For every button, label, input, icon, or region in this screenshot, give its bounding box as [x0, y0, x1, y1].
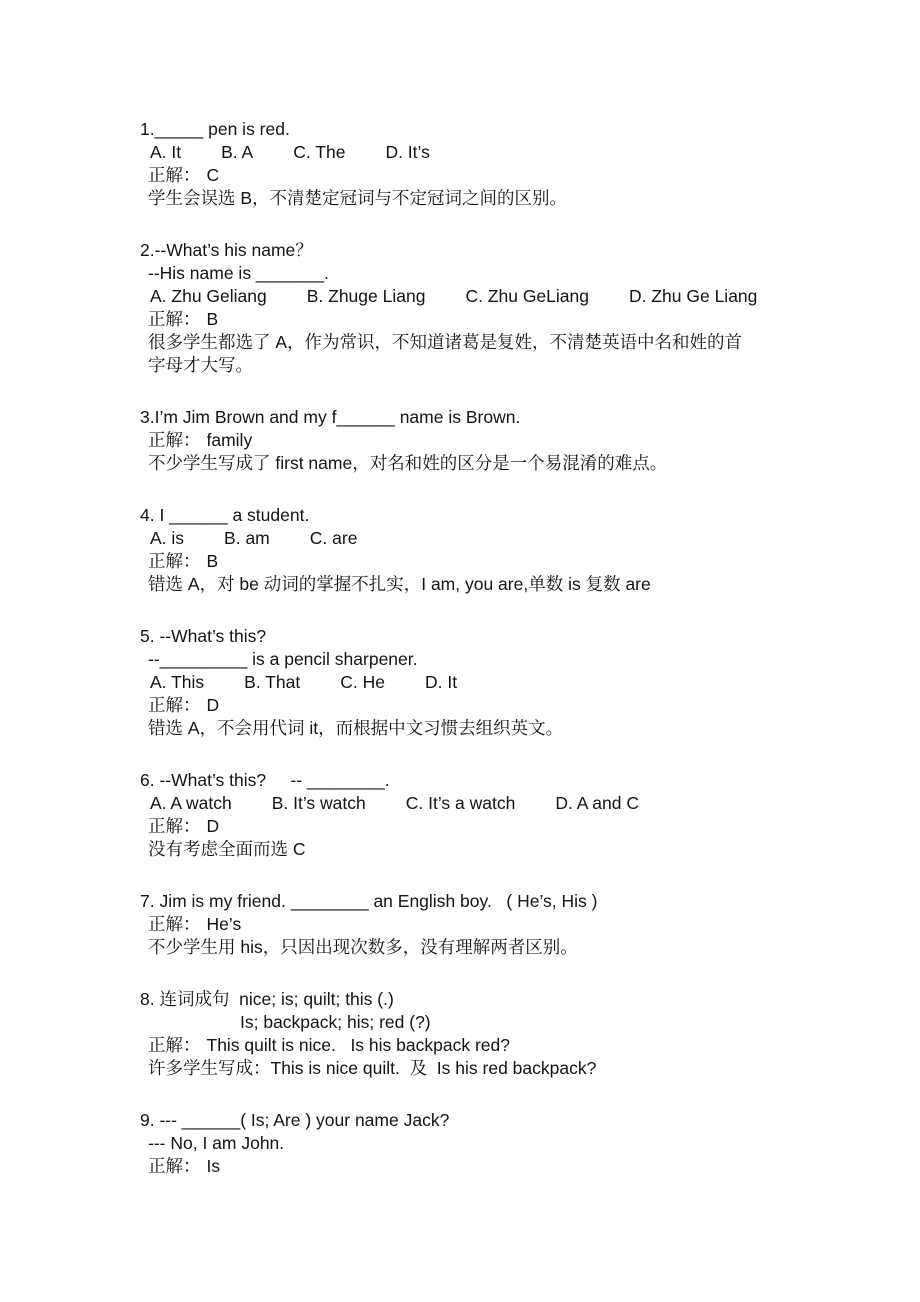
options-row [140, 671, 860, 694]
prompt-line: 5. --What’s this? [140, 626, 267, 646]
option-item: C. It’s a watch [405, 793, 516, 813]
note-line: 没有考虑全面而选 C [148, 839, 306, 859]
answer-value: B [206, 551, 219, 571]
answer-label: 正解： [148, 165, 201, 185]
option-item: D. It [424, 672, 458, 692]
notes-list [140, 187, 860, 210]
option-item: B. It’s watch [271, 793, 366, 813]
note-line: 很多学生都选了 A，作为常识，不知道诸葛是复姓，不清楚英语中名和姓的首 [148, 332, 743, 352]
notes-list [140, 331, 860, 377]
prompt-line: Is; backpack; his; red (?) [240, 1012, 431, 1032]
answer-line [140, 164, 860, 187]
answer-value: This quilt is nice. Is his backpack red? [206, 1035, 510, 1055]
notes-list [140, 936, 860, 959]
prompt-line: 7. Jim is my friend. ________ an English boy. ( He’s, His ) [140, 891, 598, 911]
answer-value: family [206, 430, 253, 450]
answer-line [140, 913, 860, 936]
option-item: C. Zhu GeLiang [465, 286, 589, 306]
answer-value: He’s [206, 914, 242, 934]
answer-line [140, 308, 860, 331]
answer-value: D [206, 695, 220, 715]
option-item: B. That [244, 672, 301, 692]
prompt-line: 8. 连词成句 nice; is; quilt; this (.) [140, 989, 394, 1009]
answer-label: 正解： [148, 816, 201, 836]
answer-value: B [206, 309, 219, 329]
prompt-line: --- No, I am John. [148, 1133, 285, 1153]
answer-line [140, 1155, 860, 1178]
note-line: 不少学生写成了 first name，对名和姓的区分是一个易混淆的难点。 [148, 453, 668, 473]
option-item: C. The [293, 142, 346, 162]
question-2 [140, 239, 860, 377]
answer-value: Is [206, 1156, 221, 1176]
answer-label: 正解： [148, 1156, 201, 1176]
answer-line [140, 815, 860, 838]
option-item: B. Zhuge Liang [306, 286, 426, 306]
option-item: A. It [150, 142, 182, 162]
question-8 [140, 988, 860, 1080]
answer-value: D [206, 816, 220, 836]
question-7 [140, 890, 860, 959]
option-item: C. He [340, 672, 385, 692]
answer-label: 正解： [148, 551, 201, 571]
option-item: D. It’s [385, 142, 430, 162]
question-3 [140, 406, 860, 475]
notes-list [140, 573, 860, 596]
question-6 [140, 769, 860, 861]
option-item: B. A [221, 142, 254, 162]
notes-list [140, 717, 860, 740]
answer-line [140, 550, 860, 573]
option-item: A. This [150, 672, 205, 692]
prompt-line: 1._____ pen is red. [140, 119, 290, 139]
options-row [140, 527, 860, 550]
prompt-line: --_________ is a pencil sharpener. [148, 649, 418, 669]
note-line: 许多学生写成：This is nice quilt. 及 Is his red backpack? [148, 1058, 597, 1078]
answer-line [140, 429, 860, 452]
answer-line [140, 1034, 860, 1057]
note-line: 学生会误选 B，不清楚定冠词与不定冠词之间的区别。 [148, 188, 568, 208]
notes-list [140, 452, 860, 475]
note-line: 不少学生用 his，只因出现次数多，没有理解两者区别。 [148, 937, 578, 957]
prompt-line: 6. --What’s this? -- ________. [140, 770, 390, 790]
options-row [140, 792, 860, 815]
option-item: D. Zhu Ge Liang [628, 286, 758, 306]
option-item: A. A watch [150, 793, 232, 813]
question-1 [140, 118, 860, 210]
answer-label: 正解： [148, 430, 201, 450]
answer-label: 正解： [148, 914, 201, 934]
prompt-line: --His name is _______. [148, 263, 329, 283]
option-item: B. am [224, 528, 270, 548]
option-item: C. are [309, 528, 358, 548]
option-item: A. is [150, 528, 185, 548]
notes-list [140, 1057, 860, 1080]
prompt-line: 4. I ______ a student. [140, 505, 310, 525]
question-5 [140, 625, 860, 740]
question-9 [140, 1109, 860, 1178]
answer-label: 正解： [148, 1035, 201, 1055]
note-line: 字母才大写。 [148, 355, 253, 375]
answer-line [140, 694, 860, 717]
question-4 [140, 504, 860, 596]
answer-value: C [206, 165, 220, 185]
option-item: D. A and C [555, 793, 640, 813]
options-row [140, 141, 860, 164]
prompt-line: 9. --- ______( Is; Are ) your name Jack? [140, 1110, 450, 1130]
prompt-line: 2.--What’s his name？ [140, 240, 313, 260]
prompt-line: 3.I’m Jim Brown and my f______ name is Brown. [140, 407, 521, 427]
note-line: 错选 A，不会用代词 it，而根据中文习惯去组织英文。 [148, 718, 564, 738]
notes-list [140, 838, 860, 861]
note-line: 错选 A，对 be 动词的掌握不扎实，I am, you are,单数 is 复数 are [148, 574, 651, 594]
option-item: A. Zhu Geliang [150, 286, 267, 306]
answer-label: 正解： [148, 695, 201, 715]
answer-label: 正解： [148, 309, 201, 329]
options-row [140, 285, 860, 308]
